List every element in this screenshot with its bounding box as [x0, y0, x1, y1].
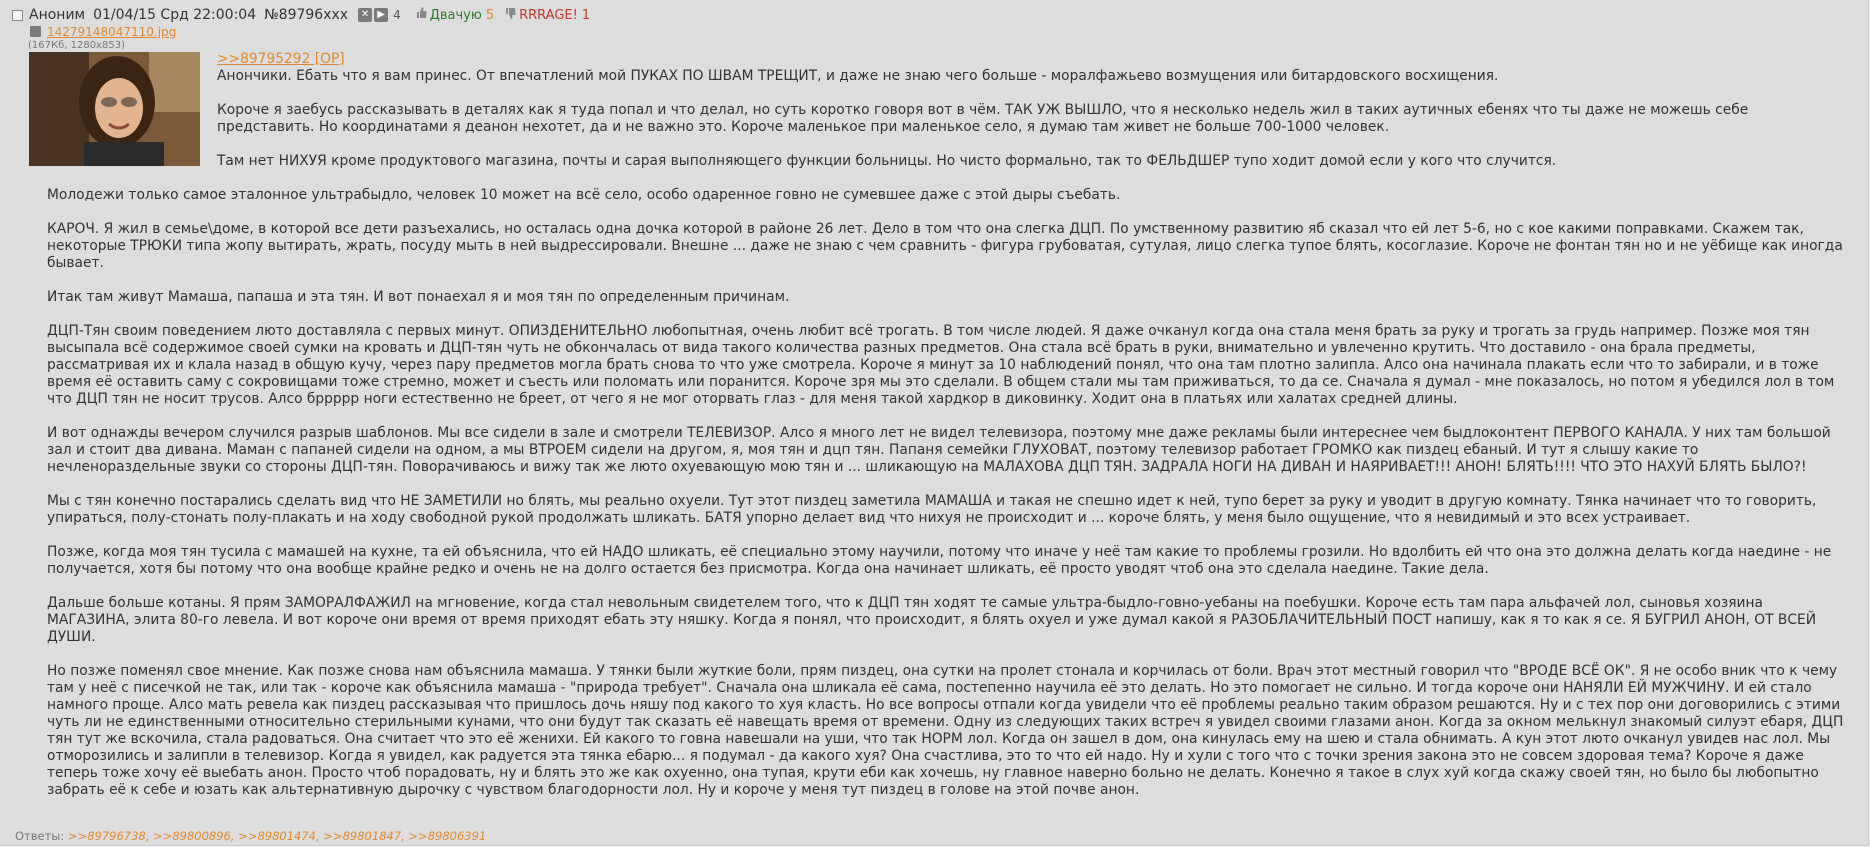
select-checkbox[interactable] — [12, 10, 23, 21]
thumbs-down-icon — [506, 7, 516, 23]
post-number[interactable]: №89796xxx — [264, 7, 349, 23]
thumbs-up-icon — [417, 7, 427, 23]
like-count: 5 — [485, 7, 495, 23]
post-paragraph: Дальше больше котаны. Я прям ЗАМОРАЛФАЖИЛ на мгновение, когда стал невольным свидетелем того, что к ДЦП тян ходят те самые ультра-быдло-говно-уебаны на поебушки. Короче есть там пара альфачей лол, сыновья хозяина МАГАЗИНА, элита 80-го левела. И вот короче они время от время приходят ебать эту няшку. Когда я понял, что происходит, я блять охуел и уже думал какой я РАЗОБЛАЧИТЕЛЬНЫЙ ПОСТ напишу, как я то как я се. Я БУГРИЛ АНОН, ОТ ВСЕЙ ДУШИ. — [47, 595, 1817, 645]
post-paragraph: Но позже поменял свое мнение. Как позже снова нам объяснила мамаша. У тянки были жуткие боли, прям пиздец, она сутки на пролет стонала и корчилась от боли. Врач этот местный говорил что "ВРОДЕ ВСЁ ОК". Я не особо вник что к чему там у неё с писечкой не так, или так - короче как объяснила мамаша - "природа требует". Сначала она шликала её сама, постепенно научила её это делать. Но это помогает не сильно. И тогда короче они НАНЯЛИ ЕЙ МУЖЧИНУ. И ей стало намного проще. Алсо мать ревела как пиздец рассказывая что пришлось дочь няшу под какого то хуя класть. Но все вопросы отпали когда увидели что её проблемы реально таким образом решаются. Ну и с тех пор они договорились с этими чуть ли не единственными относительно стерильными кунами, что они будут так сказать её навещать время от времени. Одну из следующих таких встреч я увидел своими глазами анон. Когда за окном мелькнул знакомый силуэт ебаря, ДЦП тян тут же вскочила, стала радоваться. Она считает что это её женихи. Ей какого то говна навешали на уши, что так НОРМ лол. Когда он зашел в дом, она кинулась ему на шею и стала обнимать. А кун этот люто очканул увидев нас лол. Мы отморозились и залипли в телевизор. Когда я увидел, как радуется эта тянка ебарю... я подумал - да какого хуя? Она счастлива, это то что ей надо. Ну и хули с того что с точки зрения закона это не совсем здоровая тема? Короче я даже теперь тоже хочу её выебать анон. Просто чтоб порадовать, ну и блять это же как охуенно, она тупая, крути еби как хочешь, ну главное наверно больно не делать. Конечно я такое в слух хуй когда скажу своей тян, но было бы любопытно забрать её к себе и юзать как альтернативную дырочку с чувством благодорности лол. Ну и короче у меня тут пиздец в голове на этой почве анон. — [47, 663, 1844, 798]
reply-link[interactable]: >>89801847, — [323, 829, 405, 843]
reply-link[interactable]: >>89801474, — [238, 829, 320, 843]
post-paragraph: ДЦП-Тян своим поведением люто доставляла с первых минут. ОПИЗДЕНИТЕЛЬНО любопытная, очень любит всё трогать. В том числе людей. Я даже очканул когда она стала меня брать за руку и трогать за грудь например. Позже моя тян высыпала всё содержимое своей сумки на кровать и ДЦП-тян чуть не обкончалась от вида такого количества разных предметов. Она стала всё брать в руки, внимательно и увлеченно крутить. Что доставило - она брала предметы, рассматривая их и клала назад в общую кучу, через пару предметов могла брать снова то что уже смотрела. Короче я минут за 10 наблюдений понял, что она там плотно залипла. Алсо она начинала плакать если что то забирали, и в тоже время её оставить саму с сокровищами тоже стремно, может и съесть или поломать или поранится. Короче зря мы это сделали. В общем стали мы там приживаться, то да се. Сначала я думал - мне показалось, но потом я убедился лол в том что ДЦП тян не носит трусов. Алсо бррррр ноги естественно не бреет, от чего я не мог оторвать глаз - для меня такой хардкор в диковинку. Ходит она в платьях или халатах средней длины. — [47, 323, 1835, 407]
reply-link[interactable]: >>89796738, — [67, 829, 150, 843]
post-paragraph: Короче я заебусь рассказывать в деталях как я туда попал и что делал, но суть коротко говоря вот в чём. ТАК УЖ ВЫШЛО, что я несколько недель жил в таких аутичных ебенях что ты даже не можешь себе представить. Но координатами я деанон нехотет, да и не важно это. Короче маленькое при маленькое село, я думаю там живет не больше 700-1000 человек. — [217, 102, 1749, 135]
post-date: 01/04/15 Срд 22:00:04 — [93, 7, 257, 23]
op-reply-link-row — [217, 51, 1847, 68]
post-body — [47, 51, 1847, 816]
dislike-button[interactable] — [506, 7, 590, 23]
file-link[interactable]: 14279148047110.jpg — [47, 25, 177, 39]
post-paragraph: Позже, когда моя тян тусила с мамашей на кухне, та ей объяснила, что ей НАДО шликать, её специально этому научили, потому что иначе у неё там какие то проблемы грозили. Но вдолбить ей что она это должна делать когда наедине - не получается, хотя бы потому что она вообще крайне редко и очень не на долго остается без присмотра. Когда она начинает шликать, её просто уводят чтоб она это сделала наедине. Такие дела. — [47, 544, 1832, 577]
post-paragraph: Итак там живут Мамаша, папаша и эта тян. И вот понаехал я и моя тян по определенным причинам. — [47, 289, 790, 305]
expand-button[interactable]: ▶ — [374, 8, 388, 22]
post-paragraph: Там нет НИХУЯ кроме продуктового магазина, почты и сарая выполняющего функции больницы. Но чисто формально, так то ФЕЛЬДШЕР тупо ходит домой если у кого что случится. — [217, 153, 1557, 169]
post-header — [12, 6, 590, 24]
post-paragraph: Молодежи только самое эталонное ультрабыдло, человек 10 может на всё село, особо одаренное говно не сумевшее даже с этой дыры съебать. — [47, 187, 1121, 203]
dislike-count: 1 — [581, 7, 591, 23]
poster-name: Аноним — [29, 7, 86, 23]
dislike-label: RRRAGE! — [519, 7, 578, 23]
post-intro — [217, 51, 1847, 170]
replies-label: Ответы: — [15, 829, 65, 843]
reply-count: 4 — [393, 8, 401, 22]
like-button[interactable] — [417, 7, 494, 23]
replies-row — [15, 829, 486, 843]
like-label: Двачую — [429, 7, 482, 23]
file-icon[interactable] — [30, 26, 41, 37]
post-paragraph: КАРОЧ. Я жил в семье\доме, в которой все дети разъехались, но осталась одна дочка которой в районе 26 лет. Дело в том что она слегка ДЦП. По умственному развитию яб сказал что ей лет 5-6, но с кое какими поправками. Скажем так, некоторые ТРЮКИ типа жопу вытирать, жрать, посуду мыть в ней выдрессировали. Внешне ... даже не знаю с чем сравнить - фигура грубоватая, сутулая, лицо слегка тупое блять, косоглазие. Короче не фонтан тян но и не уёбище как иногда бывает. — [47, 221, 1843, 271]
post-paragraph: И вот однажды вечером случился разрыв шаблонов. Мы все сидели в зале и смотрели ТЕЛЕВИЗОР. Алсо я много лет не видел телевизора, поэтому мне даже рекламы были интереснее чем быдлоконтент ПЕРВОГО КАНАЛА. У них там большой зал и стоит два дивана. Маман с папаней сидели на одном, а мы ВТРОЕМ сидели на другом, я, моя тян и дцп тян. Папаня семейки ГЛУХОВАТ, поэтому телевизор работает ГРОМКО как пиздец ебаный. И тут я слышу какие то нечленораздельные звуки со стороны ДЦП-тян. Поворачиваюсь и вижу так же люто охуевающую мою тян и ... шликающую на МАЛАХОВА ДЦП ТЯН. ЗАДРАЛА НОГИ НА ДИВАН И НАЯРИВАЕТ!!! АНОН! БЛЯТЬ!!!! ЧТО ЭТО НАХУЙ БЛЯТЬ БЫЛО?! — [47, 425, 1831, 475]
post-paragraph: Мы с тян конечно постарались сделать вид что НЕ ЗАМЕТИЛИ но блять, мы реально охуели. Тут этот пиздец заметила МАМАША и такая не спешно идет к ней, тупо берет за руку и уводит в другую комнату. Тянка начинает что то говорить, упираться, полу-стонать полу-плакать и на ходу свободной рукой продолжать шликать. БАТЯ упорно делает вид что нихуя не происходит и ... короче блять, у меня было ощущение, что я невидимый и это всех устраивает. — [47, 493, 1817, 526]
reply-link[interactable]: >>89806391 — [408, 829, 487, 843]
reply-link[interactable]: >>89800896, — [153, 829, 235, 843]
file-info: (167Кб, 1280x853) — [28, 40, 125, 51]
post-paragraph: Анончики. Ебать что я вам принес. От впечатлений мой ПУКАХ ПО ШВАМ ТРЕЩИТ, и даже не знаю чего больше - моралфажьево возмущения или битардовского восхищения. — [217, 68, 1499, 84]
hide-button[interactable]: ✕ — [358, 8, 372, 22]
op-reply-link[interactable]: >>89795292 [OP] — [217, 51, 345, 67]
